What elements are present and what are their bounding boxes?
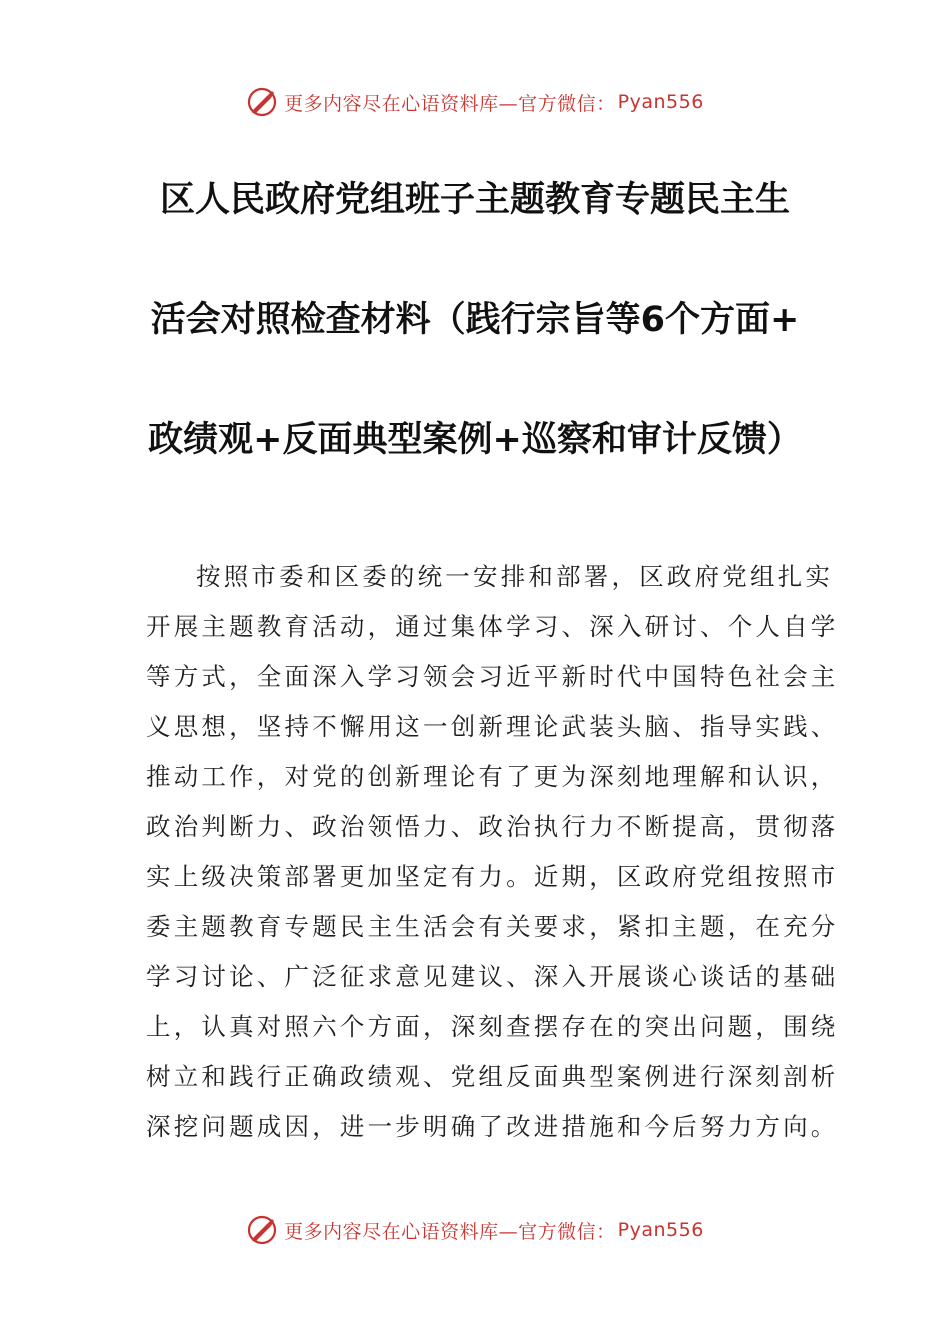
- header-watermark: [0, 84, 950, 120]
- watermark-text: 更多内容尽在心语资料库—官方微信：: [284, 1220, 616, 1243]
- title-line: 区人民政府党组班子主题教育专题民主生: [159, 180, 790, 220]
- title-line: 政绩观+反面典型案例+巡察和审计反馈）: [148, 420, 802, 460]
- watermark-text: 更多内容尽在心语资料库—官方微信：: [284, 92, 616, 115]
- pen-logo-icon: [246, 86, 278, 118]
- title-line: 活会对照检查材料（践行宗旨等6个方面+: [150, 300, 800, 340]
- document-title: [120, 160, 830, 520]
- paragraph-line: 上，认真对照六个方面，深刻查摆存在的突出问题，围绕: [146, 1012, 839, 1041]
- paragraph-line: 按照市委和区委的统一安排和部署，区政府党组扎实: [196, 562, 834, 591]
- paragraph-line: 树立和践行正确政绩观、党组反面典型案例进行深刻剖析: [146, 1062, 839, 1091]
- watermark-id: Pyan556: [617, 1219, 704, 1241]
- paragraph-line: 政治判断力、政治领悟力、政治执行力不断提高，贯彻落: [146, 812, 839, 841]
- body-paragraph: [146, 552, 839, 1152]
- watermark-id: Pyan556: [617, 91, 704, 113]
- paragraph-line: 等方式，全面深入学习领会习近平新时代中国特色社会主: [146, 662, 839, 691]
- paragraph-line: 实上级决策部署更加坚定有力。近期，区政府党组按照市: [146, 862, 839, 891]
- paragraph-line: 学习讨论、广泛征求意见建议、深入开展谈心谈话的基础: [146, 962, 839, 991]
- footer-watermark: [0, 1212, 950, 1248]
- paragraph-line: 开展主题教育活动，通过集体学习、深入研讨、个人自学: [146, 612, 839, 641]
- paragraph-line: 推动工作，对党的创新理论有了更为深刻地理解和认识，: [146, 762, 839, 791]
- paragraph-line: 深挖问题成因，进一步明确了改进措施和今后努力方向。: [146, 1112, 839, 1141]
- paragraph-line: 义思想，坚持不懈用这一创新理论武装头脑、指导实践、: [146, 712, 839, 741]
- paragraph-line: 委主题教育专题民主生活会有关要求，紧扣主题，在充分: [146, 912, 839, 941]
- pen-logo-icon: [246, 1214, 278, 1246]
